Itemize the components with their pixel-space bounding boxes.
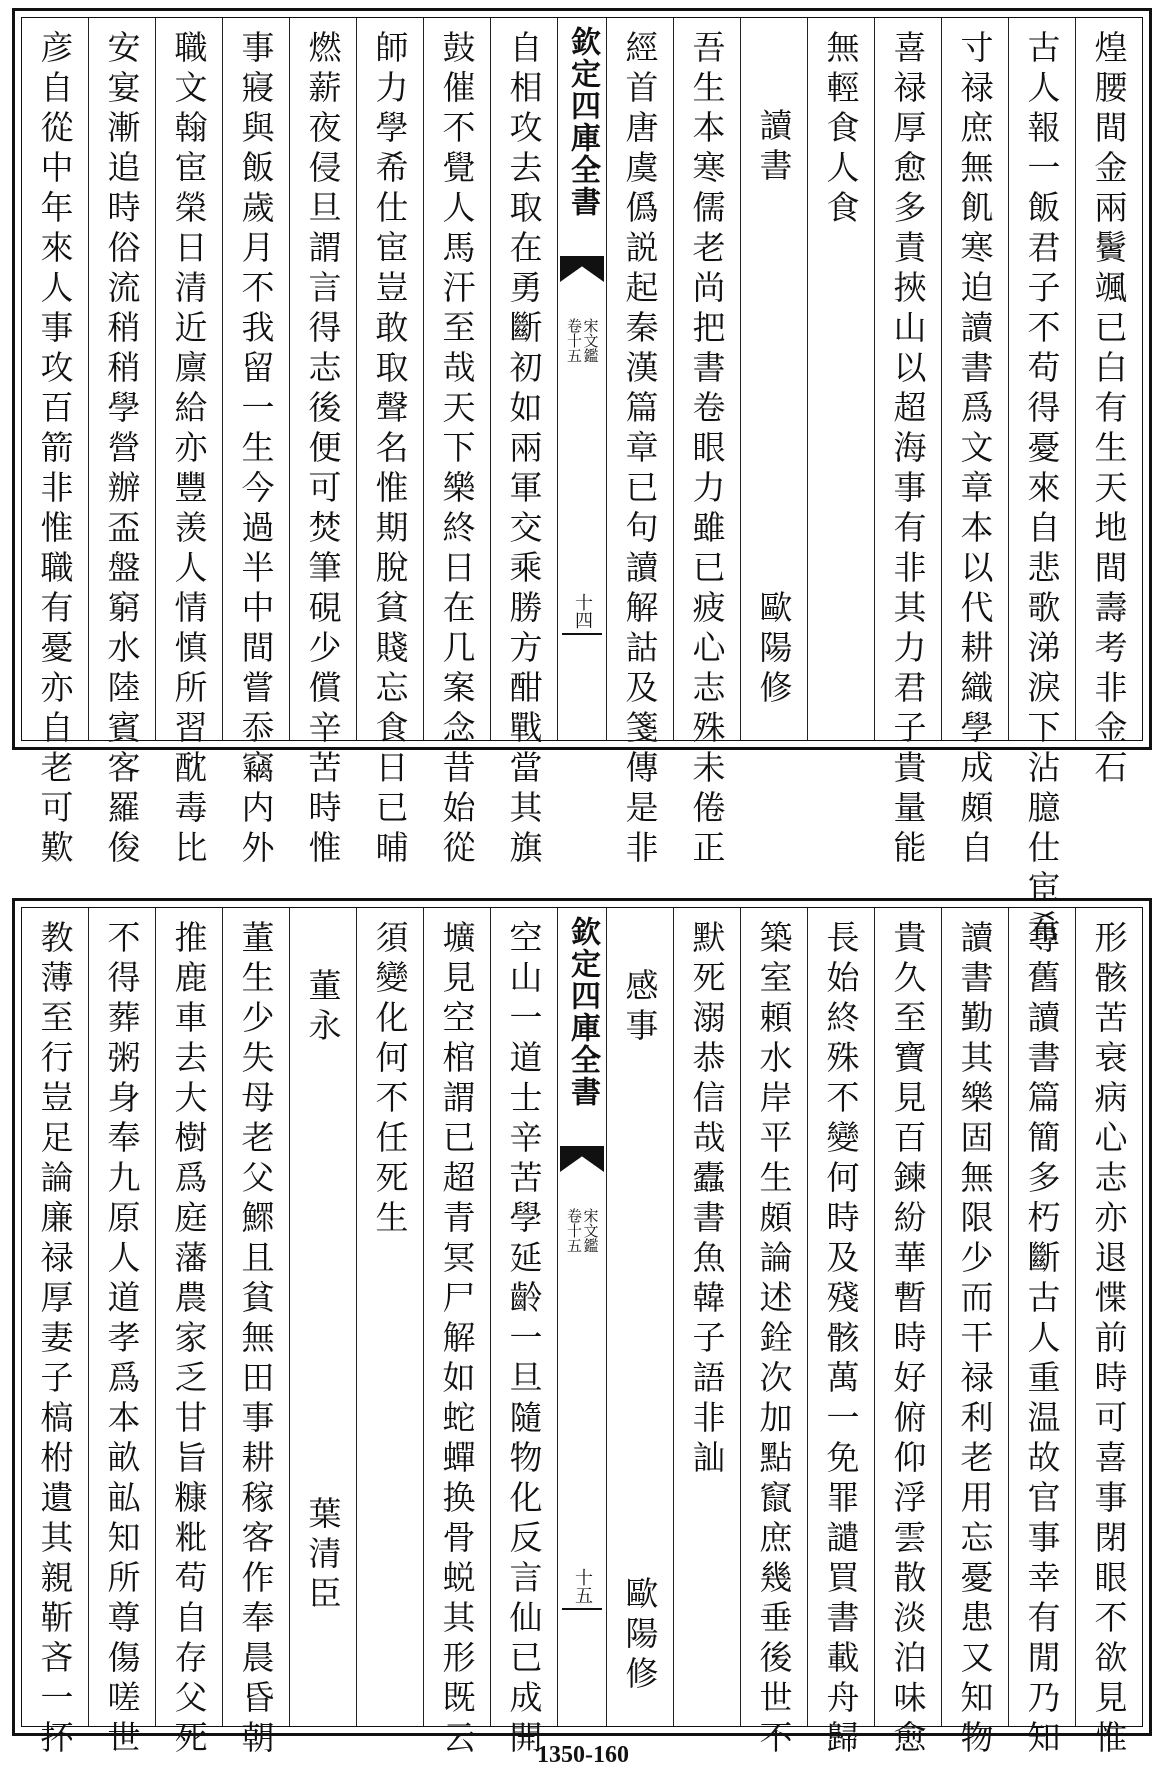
page-number: 十五 bbox=[572, 1568, 593, 1604]
column-text: 煌腰間金兩鬢颯已白有生天地間壽考非金石 bbox=[1089, 30, 1129, 790]
volume-label: 宋文鑑 卷十五 bbox=[565, 318, 600, 363]
fish-tail-mark bbox=[560, 1146, 604, 1172]
text-column bbox=[155, 908, 222, 1760]
poem-author: 葉清臣 bbox=[303, 1496, 343, 1616]
column-text: 形骸苦衰病心志亦退惵前時可喜事閉眼不欲見惟 bbox=[1089, 920, 1129, 1760]
column-text: 燃薪夜侵旦謂言得志後便可焚筆硯少償辛苦時惟 bbox=[303, 30, 343, 870]
text-column bbox=[740, 908, 807, 1760]
text-column bbox=[22, 18, 88, 870]
page-number: 十四 bbox=[572, 593, 593, 629]
poem-title: 董永 bbox=[303, 968, 343, 1048]
column-text: 貴久至寶見百鍊紛華暫時好俯仰浮雲散淡泊味愈 bbox=[888, 920, 928, 1760]
text-column bbox=[1008, 18, 1075, 950]
volume-label: 宋文鑑 卷十五 bbox=[565, 1208, 600, 1253]
text-column bbox=[490, 18, 557, 870]
text-column bbox=[222, 908, 289, 1760]
text-column bbox=[1075, 18, 1142, 790]
text-column bbox=[289, 18, 356, 870]
text-column bbox=[423, 908, 490, 1760]
title-column bbox=[606, 908, 673, 1726]
text-column bbox=[941, 908, 1008, 1760]
text-column bbox=[356, 908, 423, 1726]
column-text: 教薄至行豈足論廉禄厚妻子槁柎遺其親靳吝一抔 bbox=[35, 920, 75, 1760]
text-column bbox=[88, 18, 155, 870]
text-column bbox=[807, 908, 874, 1760]
text-column bbox=[874, 18, 941, 870]
title-column bbox=[740, 18, 807, 740]
column-text: 尋舊讀書篇簡多朽斷古人重温故官事幸有閒乃知 bbox=[1022, 920, 1062, 1760]
column-text: 古人報一飯君子不苟得憂來自悲歌涕淚下沾臆仕宦希 bbox=[1022, 30, 1062, 950]
book-title: 欽定四庫全書 bbox=[565, 26, 600, 218]
column-text: 經首唐虞僞説起秦漢篇章已句讀解詁及箋傳是非 bbox=[620, 30, 660, 870]
column-text: 須變化何不任死生 bbox=[370, 920, 410, 1240]
text-column bbox=[423, 18, 490, 870]
text-column bbox=[88, 908, 155, 1760]
text-column bbox=[356, 18, 423, 870]
text-column bbox=[1008, 908, 1075, 1760]
text-column bbox=[22, 908, 88, 1760]
book-title: 欽定四庫全書 bbox=[565, 916, 600, 1108]
text-column bbox=[874, 908, 941, 1760]
column-text: 長始終殊不變何時及殘骸萬一免罪譴買書載舟歸 bbox=[821, 920, 861, 1760]
divider bbox=[562, 1608, 602, 1610]
text-column bbox=[673, 908, 740, 1726]
column-text: 事寢與飯歲月不我留一生今過半中間嘗忝竊内外 bbox=[236, 30, 276, 870]
column-text: 壙見空棺謂已超青冥尸解如蛇蟬换骨蜕其形既云 bbox=[437, 920, 477, 1760]
text-column bbox=[222, 18, 289, 870]
center-fold bbox=[557, 18, 606, 740]
text-column bbox=[941, 18, 1008, 870]
column-text: 吾生本寒儒老尚把書卷眼力雖已疲心志殊未倦正 bbox=[687, 30, 727, 870]
column-text: 空山一道士辛苦學延齡一旦隨物化反言仙已成開 bbox=[504, 920, 544, 1760]
text-column bbox=[606, 18, 673, 870]
center-fold bbox=[557, 908, 606, 1726]
column-text: 讀書勤其樂固無限少而干禄利老用忘憂患又知物 bbox=[955, 920, 995, 1760]
column-text: 董生少失母老父鰥且貧無田事耕稼客作奉晨昏朝 bbox=[236, 920, 276, 1760]
text-column bbox=[807, 18, 874, 740]
column-text: 喜禄厚愈多責挾山以超海事有非其力君子貴量能 bbox=[888, 30, 928, 870]
poem-author: 歐陽修 bbox=[754, 590, 794, 710]
text-column bbox=[673, 18, 740, 870]
poem-title: 讀書 bbox=[754, 108, 794, 188]
column-text: 推鹿車去大樹爲庭藩農家乏甘旨糠粃苟自存父死 bbox=[169, 920, 209, 1760]
fish-tail-mark bbox=[560, 256, 604, 282]
column-text: 默死溺恭信哉蠹書魚韓子語非訕 bbox=[687, 920, 727, 1480]
page-top bbox=[12, 8, 1152, 950]
column-text: 寸禄庶無飢寒迫讀書爲文章本以代耕織學成頗自 bbox=[955, 30, 995, 870]
column-text: 職文翰宦榮日清近廪給亦豐羡人情慎所習酖毒比 bbox=[169, 30, 209, 870]
column-text: 不得葬粥身奉九原人道孝爲本畝畆知所尊傷嗟世 bbox=[102, 920, 142, 1760]
poem-title: 感事 bbox=[620, 968, 660, 1048]
title-column bbox=[289, 908, 356, 1726]
poem-author: 歐陽修 bbox=[620, 1576, 660, 1696]
page-footer-number: 1350-160 bbox=[537, 1742, 629, 1768]
column-text: 鼓催不覺人馬汗至哉天下樂終日在几案念昔始從 bbox=[437, 30, 477, 870]
column-text: 師力學希仕宦豈敢取聲名惟期脫貧賤忘食日已晡 bbox=[370, 30, 410, 870]
text-column bbox=[1075, 908, 1142, 1760]
column-text: 築室頼水岸平生頗論述銓次加點竄庶幾垂後世不 bbox=[754, 920, 794, 1760]
column-text: 無輕食人食 bbox=[821, 30, 861, 230]
column-text: 自相攻去取在勇斷初如兩軍交乘勝方酣戰當其旗 bbox=[504, 30, 544, 870]
divider bbox=[562, 633, 602, 635]
column-text: 彦自從中年來人事攻百箭非惟職有憂亦自老可歎 bbox=[35, 30, 75, 870]
text-column bbox=[490, 908, 557, 1760]
column-text: 安宴漸追時俗流稍稍學營辦盃盤窮水陸賓客羅俊 bbox=[102, 30, 142, 870]
text-column bbox=[155, 18, 222, 870]
